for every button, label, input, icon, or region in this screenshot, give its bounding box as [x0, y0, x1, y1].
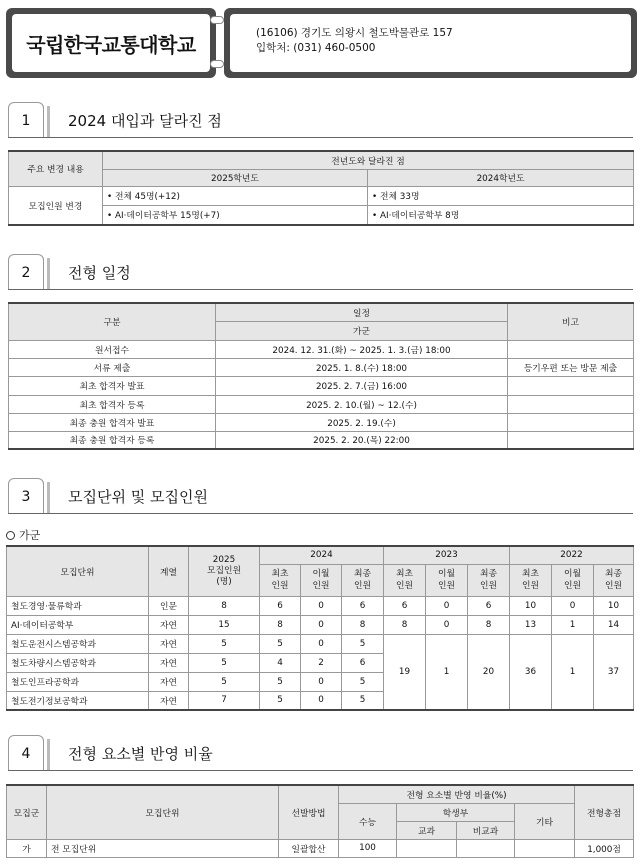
section-number: 4	[8, 735, 44, 771]
table-header: 모집단위	[7, 546, 149, 596]
schedule-table	[8, 302, 634, 450]
section-3-heading	[8, 478, 633, 514]
table-header: 모집단위	[47, 785, 279, 839]
table-header: 계열	[149, 546, 189, 596]
table-row: AI·데이터공학부 자연 15 8 0 8 8 0 8 13 1 14	[7, 615, 634, 634]
merged-cell: 19	[384, 634, 426, 710]
table-header: 일정	[216, 303, 508, 321]
table-header: 전형총점	[575, 785, 634, 839]
merged-cell: 36	[510, 634, 552, 710]
merged-cell: 37	[594, 634, 634, 710]
table-header: 구분	[9, 303, 216, 340]
table-cell: 2024. 12. 31.(화) ~ 2025. 1. 3.(금) 18:00	[216, 340, 508, 358]
table-header: 최종 인원	[342, 564, 384, 596]
table-header: 학생부	[397, 803, 515, 821]
table-row: 철도차량시스템공학과 자연 5 4 2 6	[7, 653, 634, 672]
table-header: 2024학년도	[368, 169, 634, 186]
table-header: 교과	[397, 821, 457, 839]
table-cell: 모집인원 변경	[9, 186, 103, 225]
table-cell: 최종 충원 합격자 등록	[9, 431, 216, 449]
table-row: 철도운전시스템공학과 자연 5 5 0 5 19 1 20 36 1 37	[7, 634, 634, 653]
table-header: 비교과	[457, 821, 515, 839]
table-cell: • AI·데이터공학부 15명(+7)	[103, 205, 368, 225]
table-header: 수능	[339, 803, 397, 839]
table-cell: 최초 합격자 등록	[9, 395, 216, 413]
merged-cell: 1	[552, 634, 594, 710]
admission-phone: 입학처: (031) 460-0500	[256, 42, 376, 54]
address-frame	[224, 8, 637, 78]
table-cell: 2025. 1. 8.(수) 18:00	[216, 358, 508, 376]
ratio-table	[6, 784, 634, 858]
table-cell	[508, 413, 634, 431]
table-header: 가군	[216, 321, 508, 340]
table-cell: 등기우편 또는 방문 제출	[508, 358, 634, 376]
table-header: 2022	[510, 546, 634, 564]
table-header: 2025학년도	[103, 169, 368, 186]
table-cell: 최초 합격자 발표	[9, 376, 216, 395]
section-title: 전형 요소별 반영 비율	[68, 745, 213, 763]
table-header: 2025 모집인원 (명)	[189, 546, 260, 596]
table-row: 철도경영·물류학과 인문 8 6 0 6 6 0 6 10 0 10	[7, 596, 634, 615]
subsection-heading: 가군	[6, 527, 40, 543]
table-cell: 2025. 2. 19.(수)	[216, 413, 508, 431]
table-cell	[508, 376, 634, 395]
circle-bullet-icon	[6, 531, 15, 540]
table-header: 전형 요소별 반영 비율(%)	[339, 785, 575, 803]
table-header: 최초 인원	[260, 564, 301, 596]
table-header: 모집군	[7, 785, 47, 839]
table-header: 선발방법	[279, 785, 339, 839]
table-header: 기타	[515, 803, 575, 839]
quota-table	[6, 545, 634, 711]
table-header: 2024	[260, 546, 384, 564]
table-header: 이월 인원	[301, 564, 342, 596]
page-header	[4, 4, 637, 76]
university-name: 국립한국교통대학교	[26, 32, 196, 57]
table-cell: • AI·데이터공학부 8명	[368, 205, 634, 225]
table-cell: 최종 충원 합격자 발표	[9, 413, 216, 431]
section-number: 1	[8, 102, 44, 138]
merged-cell: 20	[468, 634, 510, 710]
changes-table	[8, 150, 634, 226]
table-header: 최초 인원	[384, 564, 426, 596]
binder-ring-icon	[210, 16, 224, 24]
table-cell: 원서접수	[9, 340, 216, 358]
table-header: 최종 인원	[468, 564, 510, 596]
table-cell: • 전체 45명(+12)	[103, 186, 368, 205]
binder-ring-icon	[210, 60, 224, 68]
table-header: 이월 인원	[552, 564, 594, 596]
address-text: (16106) 경기도 의왕시 철도박물관로 157	[256, 27, 453, 39]
table-cell: • 전체 33명	[368, 186, 634, 205]
table-cell	[508, 395, 634, 413]
section-4-heading	[8, 735, 633, 771]
table-cell	[508, 431, 634, 449]
table-header: 주요 변경 내용	[9, 151, 103, 186]
section-number: 2	[8, 254, 44, 290]
table-header: 2023	[384, 546, 510, 564]
table-cell: 2025. 2. 20.(목) 22:00	[216, 431, 508, 449]
table-cell: 2025. 2. 7.(금) 16:00	[216, 376, 508, 395]
table-header: 최종 인원	[594, 564, 634, 596]
section-title: 모집단위 및 모집인원	[68, 488, 208, 506]
university-name-frame	[6, 8, 216, 78]
merged-cell: 1	[426, 634, 468, 710]
table-header: 비고	[508, 303, 634, 340]
table-cell: 서류 제출	[9, 358, 216, 376]
section-title: 전형 일정	[68, 264, 131, 282]
section-1-heading	[8, 102, 633, 138]
section-2-heading	[8, 254, 633, 290]
table-row: 가 전 모집단위 일괄합산 100 1,000점	[7, 839, 634, 857]
table-header: 최초 인원	[510, 564, 552, 596]
table-header: 이월 인원	[426, 564, 468, 596]
section-title: 2024 대입과 달라진 점	[68, 112, 222, 130]
table-cell	[508, 340, 634, 358]
table-cell: 2025. 2. 10.(월) ~ 12.(수)	[216, 395, 508, 413]
table-header: 전년도와 달라진 점	[103, 151, 634, 169]
table-row: 철도인프라공학과 자연 5 5 0 5	[7, 672, 634, 691]
section-number: 3	[8, 478, 44, 514]
table-row: 철도전기정보공학과 자연 7 5 0 5	[7, 691, 634, 710]
